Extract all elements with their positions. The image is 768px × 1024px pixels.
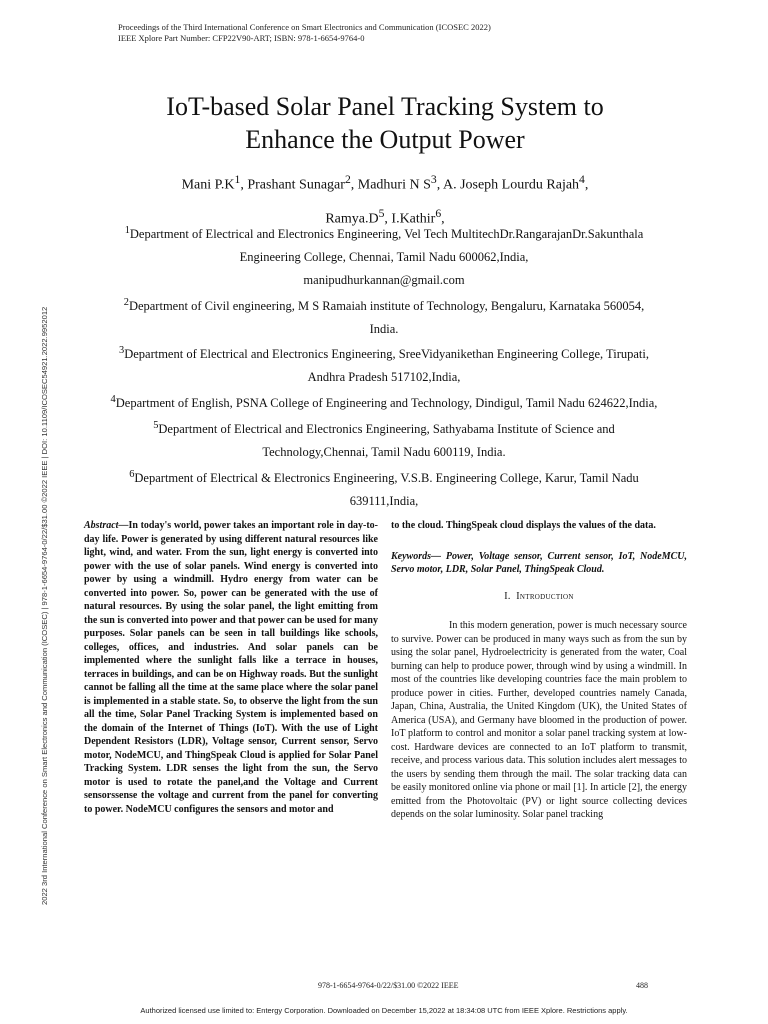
affiliation-1 <box>108 220 660 269</box>
author-name: Ramya.D <box>325 211 379 227</box>
affiliation-6 <box>108 464 660 513</box>
affiliations <box>108 220 660 513</box>
author-name: A. Joseph Lourdu Rajah <box>442 177 580 193</box>
section-title: Introduction <box>516 590 574 602</box>
affiliation-text: Department of Electrical & Electronics Engineering, V.S.B. Engineering College, Karur, Tamil Nadu 639111,India, <box>134 470 639 508</box>
affiliation-text: Department of English, PSNA College of Engineering and Technology, Dindigul, Tamil Nadu 624622,India, <box>115 396 658 411</box>
title-line-1: IoT-based Solar Panel Tracking System to <box>166 92 604 121</box>
header-line-1: Proceedings of the Third International Conference on Smart Electronics and Communication (ICOSEC 2022) <box>118 22 491 32</box>
author-sup: 5 <box>378 206 385 220</box>
affiliation-sup: 5 <box>153 420 159 431</box>
affiliation-3 <box>108 340 660 389</box>
header-line-2: IEEE Xplore Part Number: CFP22V90-ART; ISBN: 978-1-6654-9764-0 <box>118 33 365 43</box>
author-sup: 6 <box>435 206 442 220</box>
author-name: Madhuri N S <box>357 177 431 193</box>
affiliation-sup: 4 <box>110 394 116 406</box>
affiliation-4 <box>108 389 660 415</box>
author-name: Prashant Sunagar <box>247 177 345 193</box>
author-sup: 3 <box>430 173 437 186</box>
author-sup: 2 <box>344 173 351 186</box>
author-name: I.Kathir <box>391 211 436 227</box>
keywords: Keywords— Power, Voltage sensor, Current sensor, IoT, NodeMCU, Servo motor, LDR, Solar Panel, ThingSpeak Cloud. <box>391 550 687 575</box>
title-line-2: Enhance the Output Power <box>245 125 525 154</box>
affiliation-5 <box>108 415 660 464</box>
author-sup: 4 <box>579 173 585 186</box>
affiliation-text: Department of Electrical and Electronics Engineering, SreeVidyanikethan Engineering College, Tirupati, Andhra Pradesh 517102,India, <box>124 347 649 385</box>
abstract-continuation: to the cloud. ThingSpeak cloud displays the values of the data. <box>391 520 656 531</box>
author-list: Mani $P.K^1$, Prashant Sunagar$^2$, Madhuri N $S^3$, A. Joseph Lourdu Rajah$^4$, $Ramya.D^5$, I.Kathir$^6$, <box>181 173 589 227</box>
affiliation-text: Department of Electrical and Electronics Engineering, Vel Tech MultitechDr.RangarajanDr.Sakunthala Engineering College, Chennai, Tamil Nadu 600062,India, <box>129 227 644 264</box>
affiliation-sup: 3 <box>119 345 125 357</box>
section-number: I. <box>504 590 511 602</box>
author-sup: 1 <box>234 173 241 186</box>
affiliation-sup: 1 <box>124 225 130 236</box>
affiliation-sup: 6 <box>129 468 135 480</box>
affiliation-2 <box>108 292 660 341</box>
right-column <box>391 519 687 822</box>
affiliation-text: Department of Electrical and Electronics Engineering, Sathyabama Institute of Science and Technology,Chennai, Tamil Nadu 600119, India. <box>158 422 615 459</box>
proceedings-header <box>118 22 491 44</box>
email-text: manipudhurkannan@gmail.com <box>303 272 465 287</box>
abstract-label: Abstract— <box>84 520 129 531</box>
introduction-text: In this modern generation, power is much necessary source to survive. Power can be produced in many ways such as from the sun by using the solar panel, Hydroelectricity is generated from the water, Coal burning can help to produce power, through wind by using a windmill. In most of the countries like developing countries face the main problem to produce power in cities. Further, developed countries namely Canada, Japan, China, Australia, the United Kingdom (UK), the United States of America (USA), and Germany have bloomed in the production of power. IoT platform to control and monitor a solar panel tracking system at low-cost. Hardware devices are connected to an IoT platform to transmit, receive, and process various data. This solution includes alert messages to the users by sending them through the mail. The solar tracking data can be easily monitored online via phone or mail [1]. In article [2], the energy emitted from the Photovoltaic (PV) or light source collecting devices depends on the solar luminosity. Solar panel tracking <box>391 620 687 820</box>
footer-code: 978-1-6654-9764-0/22/$31.00 ©2022 IEEE <box>318 981 459 990</box>
page-number: 488 <box>636 981 648 990</box>
affiliation-text: Department of Civil engineering, M S Ramaiah institute of Technology, Bengaluru, Karnataka 560054, India. <box>128 298 645 336</box>
authorized-use-notice: Authorized licensed use limited to: Entergy Corporation. Downloaded on December 15,2022 at 18:34:08 UTC from IEEE Xplore. Restrictions apply. <box>140 1006 628 1015</box>
abstract-text: In today's world, power takes an important role in day-to-day life. Power is generated by using different natural resources like light, wind, and water. From the sun, light energy is converted into power with the use of solar panels. Wind energy is converted into power by using a windmill. Hydro energy from water can be converted into power. So, power can be generated with the use of natural resources. By using the solar panel, the light emitting from the sun is converted into power and that power can be used for many purposes. Solar panels can be seen in tall buildings like schools, colleges, offices, and industries. And solar panels can be implemented where the sunlight falls like a terrace in houses, terraces in buildings, and can be on Highway roads. But the sunlight cannot be falling all the time at the same place where the solar panel is implemented in a stable state. So, to observe the light from the sun all the time, Solar Panel Tracking System is implemented based on the domain of the Internet of Things (IoT). With the use of Light Dependent Resistors (LDR), Voltage sensor, Current sensor, Servo motor, NodeMCU, and ThingSpeak Cloud is applied for Solar Panel Tracking System. LDR senses the light from the sun, the Servo motor is used to rotate the panel,and the Voltage and Current sensorssense the voltage and current from the panel for converting to power. NodeMCU configures the sensors and motor and <box>84 520 378 815</box>
abstract-column <box>84 519 378 816</box>
sidebar-doi: 2022 3rd International Conference on Smart Electronics and Communication (ICOSEC) | 978-1-6654-9764-0/22/$31.00 ©2022 IEEE | DOI: 10.1109/ICOSEC54921.2022.9952012 <box>40 306 49 905</box>
affiliation-sup: 2 <box>123 296 129 308</box>
section-heading <box>391 590 687 604</box>
paper-title <box>100 90 670 156</box>
author-email <box>108 269 660 292</box>
author-name: Mani P.K <box>181 177 235 193</box>
